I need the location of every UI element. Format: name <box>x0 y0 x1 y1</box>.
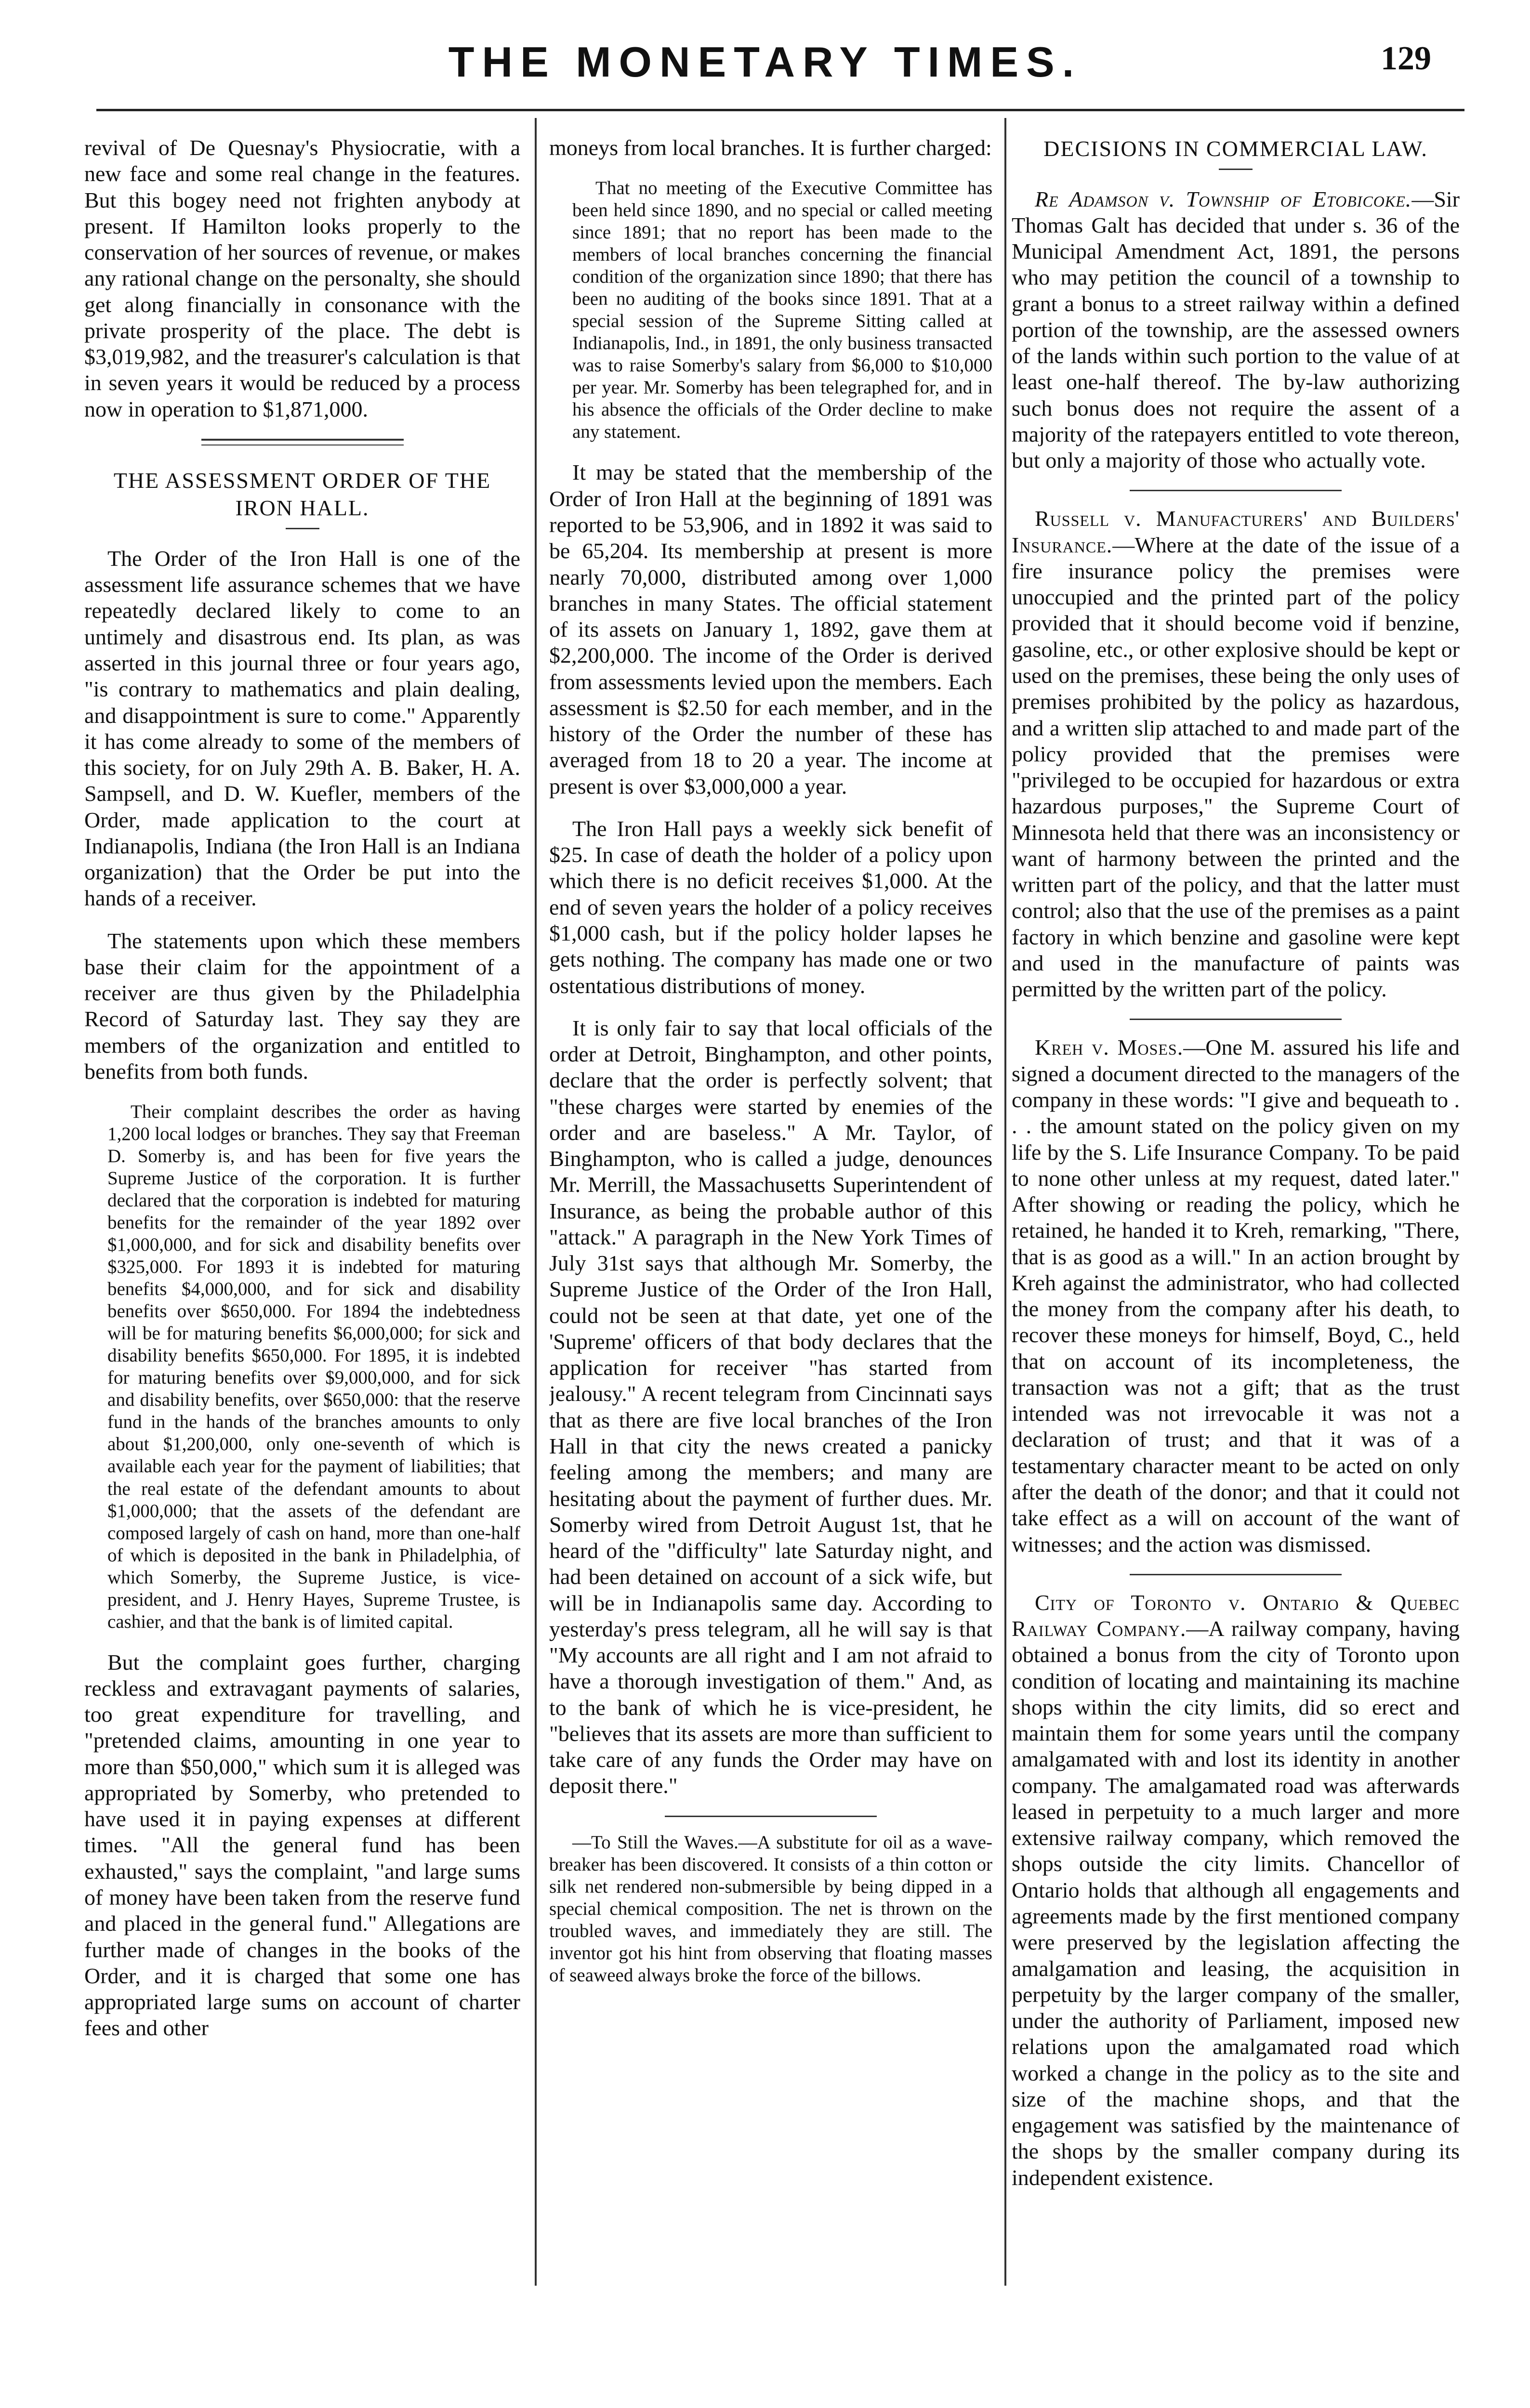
hamilton-paragraph: revival of De Quesnay's Physiocratie, with a new face and some real change in the features. But this bogey need not frighten anybody at present. If Hamilton looks properly to the conservation of her sources of revenue, or makes any rational change on the personalty, she should get along financially in consonance with the private prosperity of the place. The debt is $3,019,982, and the treasurer's calculation is that in seven years it would be reduced by a process now in operation to $1,871,000. <box>84 135 520 421</box>
column-3 <box>1012 135 1460 2374</box>
article-paragraph: It is only fair to say that local officials of the order at Detroit, Binghampton, and other points, declare that the order is perfectly solvent; that "these charges were started by enemies of the order and are baseless." A Mr. Taylor, of Binghampton, who is called a judge, denounces Mr. Merrill, the Massachusetts Superintendent of Insurance, as being the probable author of this "attack." A paragraph in the New York Times of July 31st says that although Mr. Somerby, the Supreme Justice of the Order of the Iron Hall, could not be seen at that date, yet one of the 'Supreme' officers of that body declares that the application for receiver "has started from jealousy." A recent telegram from Cincinnati says that as there are five local branches of the Iron Hall in that city the news created a panicky feeling among the members; and many are hesitating about the payment of further dues. Mr. Somerby wired from Detroit August 1st, that he heard of the "difficulty" late Saturday night, and had been detained on account of a sick wife, but will be in Indianapolis same day. According to yesterday's press telegram, all he will say is that "My accounts are all right and I am not afraid to have a thorough investigation of them." And, as to the bank of which he is vice-president, he "believes that its assets are more than sufficient to take care of any funds the Order may have on deposit there." <box>549 1015 992 1798</box>
case-toronto <box>1012 1590 1460 2191</box>
page-number: 129 <box>1381 40 1431 77</box>
column-1 <box>84 135 520 2374</box>
case-kreh <box>1012 1034 1460 1557</box>
article-paragraph: The statements upon which these members base their claim for the appointment of a receiver are thus given by the Philadelphia Record of Saturday last. They say they are members of the organization and entitled to benefits from both funds. <box>84 928 520 1084</box>
heading-rule <box>286 528 319 529</box>
case-text: —Sir Thomas Galt has decided that under s. 36 of the Municipal Amendment Act, 1891, the persons who may petition the council of a township to grant a bonus to a street railway within a defined portion of the township, are the assessed owners of the lands within such portion to the value of at least one-half thereof. The by-law authorizing such bonus does not require the assent of a majority of the ratepayers entitled to vote thereon, but only a majority of those who actually vote. <box>1012 186 1460 473</box>
column-divider-2 <box>1004 118 1006 2286</box>
case-title: Russell v. Manufacturers' and Builders' Insurance. <box>1012 506 1460 557</box>
case-rule <box>1130 1019 1342 1020</box>
case-text: —A railway company, having obtained a bonus from the city of Toronto upon condition of locating and maintaining its machine shops within the city limits, did so erect and maintain them for some years until the company amalgamated with and lost its identity in another company. The amalgamated road was afterwards leased in perpetuity to a much larger and more extensive railway company, which removed the shops outside the city limits. Chancellor of Ontario holds that although all engagements and agreements made by the first mentioned company were preserved by the legislation affecting the amalgamation and leasing, the acquisition in perpetuity by the larger company of the smaller, under the authority of Parliament, imposed new relations upon the amalgamated road which worked a change in the policy as to the site and size of the machine shops, and that the engagement was satisfied by the maintenance of the shops by the smaller company during its independent existence. <box>1012 1616 1460 2190</box>
article-heading-iron-hall: THE ASSESSMENT ORDER OF THE IRON HALL. <box>113 468 491 521</box>
article-paragraph: The Order of the Iron Hall is one of the assessment life assurance schemes that we have repeatedly declared likely to come to an untimely and disastrous end. Its plan, as was asserted in this journal three or four years ago, "is contrary to mathematics and plain dealing, and disappointment is sure to come." Apparently it has come already to some of the members of this society, for on July 29th A. B. Baker, H. A. Sampsell, and D. W. Kuefler, members of the Order, made application to the court at Indianapolis, Indiana (the Iron Hall is an Indiana organization) that the Order be put into the hands of a receiver. <box>84 546 520 911</box>
case-text: —One M. assured his life and signed a document directed to the managers of the company in these words: "I give and bequeath to . . . the amount stated on the policy given on my life by the S. Life Insurance Company. To be paid to none other unless at my request, dated later." After showing or reading the policy, which he retained, he handed it to Kreh, remarking, "There, that is as good as a will." In an action brought by Kreh against the administrator, who had collected the money from the company after his death, to recover these moneys for himself, Boyd, C., held that on account of its incompleteness, the transaction was not a gift; that as the trust intended was not irrevocable it was not a declaration of trust; and that it was of a testamentary character meant to be acted on only after the death of the donor; and that it could not take effect as a will on account of the want of witnesses; and the action was dismissed. <box>1012 1035 1460 1557</box>
column-divider-1 <box>535 118 537 2286</box>
masthead <box>0 29 1530 106</box>
case-title: Re Adamson v. Township of Etobicoke. <box>1035 186 1412 211</box>
case-title: City of Toronto v. Ontario & Quebec Railway Company. <box>1012 1590 1460 1641</box>
section-rule <box>665 1816 877 1817</box>
column-2 <box>549 135 992 2374</box>
case-title: Kreh v. Moses. <box>1035 1035 1184 1060</box>
case-rule <box>1130 1574 1342 1575</box>
quoted-complaint: Their complaint describes the order as having 1,200 local lodges or branches. They say that Freeman D. Somerby is, and has been for five years the Supreme Justice of the corporation. It is further declared that the corporation is indebted for maturing benefits for the remainder of the year 1892 over $1,000,000, and for sick and disability benefits over $325,000. For 1893 it is indebted for maturing benefits $4,000,000, and for sick and disability benefits over $650,000. For 1894 the indebtedness will be for maturing benefits $6,000,000; for sick and disability benefits $650,000. For 1895, it is indebted for maturing benefits over $9,000,000, and for sick and disability benefits, over $650,000: that the reserve fund in the hands of the branches amounts to only about $1,200,000, only one-seventh of which is available each year for the payment of liabilities; that the real estate of the defendant amounts to about $1,000,000; that the assets of the defendant are composed largely of cash on hand, more than one-half of which is deposited in the bank in Philadelphia, of which Somerby, the Supreme Justice, is vice-president, and J. Henry Hayes, Supreme Trustee, is cashier, and that the bank is of limited capital. <box>107 1101 520 1632</box>
article-paragraph: But the complaint goes further, charging reckless and extravagant payments of salaries, too great expenditure for travelling, and "pretended claims, amounting in one year to more than $50,000," which sum it is alleged was appropriated by Somerby, who pretended to have used it in paying expenses at different times. "All the general fund has been exhausted," says the complaint, "and large sums of money have been taken from the reserve fund and placed in the general fund." Allegations are further made of changes in the books of the Order, and it is charged that some one has appropriated large sums on account of charter fees and other <box>84 1649 520 2041</box>
newspaper-title: THE MONETARY TIMES. <box>448 38 1082 86</box>
case-rule <box>1130 490 1342 491</box>
quoted-charges: That no meeting of the Executive Committee has been held since 1890, and no special or called meeting since 1891; that no report has been made to the members of local branches concerning the financial condition of the organization since 1890; that there has been no auditing of the books since 1891. That at a special session of the Supreme Sitting called at Indianapolis, Ind., in 1891, the only business transacted was to raise Somerby's salary from $6,000 to $10,000 per year. Mr. Somerby has been telegraphed for, and in his absence the officials of the Order decline to make any statement. <box>572 178 992 443</box>
case-text: —Where at the date of the issue of a fire insurance policy the premises were unoccupied and the printed part of the policy provided that it should become void if benzine, gasoline, etc., or other explosive should be kept or used on the premises, these being the only uses of premises prohibited by the policy as hazardous, and a written slip attached to and made part of the policy provided that the premises were "privileged to be occupied for hazardous or extra hazardous purposes," the Supreme Court of Minnesota held that there was an inconsistency or want of harmony between the printed and the written part of the policy, and that the latter must control; also that the use of the premises as a paint factory in which benzine and gasoline were kept and used in the manufacture of paints was permitted by the written part of the policy. <box>1012 532 1460 1002</box>
case-russell <box>1012 506 1460 1002</box>
article-paragraph: The Iron Hall pays a weekly sick benefit of $25. In case of death the holder of a policy upon which there is no deficit receives $1,000. At the end of seven years the holder of a policy receives $1,000 cash, but if the policy holder lapses he gets nothing. The company has made one or two ostentatious distributions of money. <box>549 816 992 998</box>
still-the-waves-note: —To Still the Waves.—A substitute for oil as a wave-breaker has been discovered. It consists of a thin cotton or silk net rendered non-submersible by being dipped in a special chemical composition. The net is thrown on the troubled waves, and immediately they are still. The inventor got his hint from observing that floating masses of seaweed always broke the force of the billows. <box>549 1832 992 1986</box>
masthead-rule <box>96 109 1464 111</box>
case-adamson <box>1012 186 1460 474</box>
article-paragraph: moneys from local branches. It is further charged: <box>549 135 992 160</box>
article-paragraph: It may be stated that the membership of the Order of Iron Hall at the beginning of 1891 was reported to be 53,906, and in 1892 it was said to be 65,204. Its membership at present is more nearly 70,000, distributed among over 1,000 branches in many States. The official statement of its assets on January 1, 1892, gave them at $2,200,000. The income of the Order is derived from assessments levied upon the members. Each assessment is $2.50 for each member, and in the history of the Order the number of these has averaged from 18 to 20 a year. The income at present is over $3,000,000 a year. <box>549 460 992 798</box>
section-rule <box>201 439 404 445</box>
article-heading-decisions: DECISIONS IN COMMERCIAL LAW. <box>1043 136 1428 161</box>
heading-rule <box>1219 169 1253 170</box>
